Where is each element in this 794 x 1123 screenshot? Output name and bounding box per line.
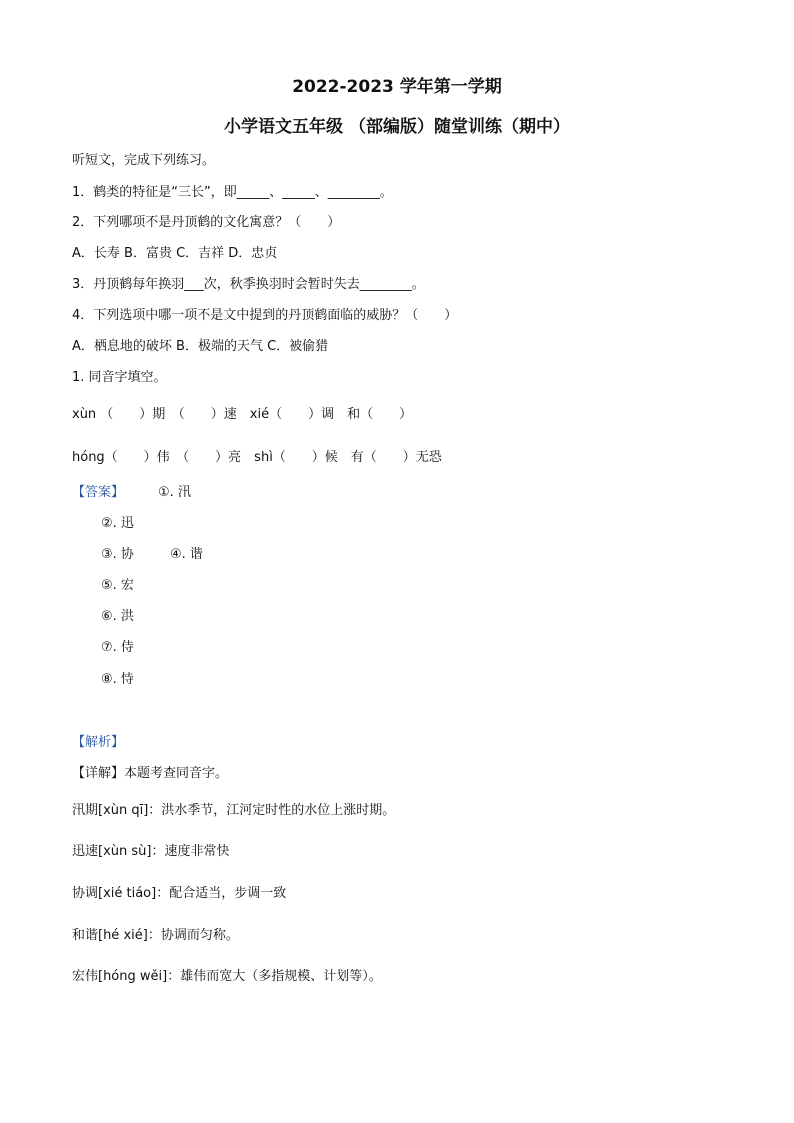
detail-text: 【详解】本题考查同音字。 <box>72 766 229 781</box>
question-4-options: A．栖息地的破坏 B．极端的天气 C．被偷猎 <box>72 339 329 354</box>
instruction-text: 听短文，完成下列练习。 <box>72 153 216 168</box>
title-course: 小学语文五年级 （部编版）随堂训练（期中） <box>224 117 570 137</box>
question-4: 4．下列选项中哪一项不是文中提到的丹顶鹤面临的威胁？（ ） <box>72 308 458 323</box>
answer-item: ④. 谐 <box>170 547 203 562</box>
answer-item: ③. 协 <box>101 547 134 562</box>
pinyin-row-2: hóng（ ）伟 （ ）亮 shì（ ）候 有（ ）无恐 <box>72 450 442 465</box>
explanation-line: 汛期[xùn qī]：洪水季节，江河定时性的水位上涨时期。 <box>72 803 396 818</box>
question-3: 3．丹顶鹤每年换羽___次，秋季换羽时会暂时失去________。 <box>72 277 425 292</box>
question-2-options: A．长寿 B．富贵 C．吉祥 D．忠贞 <box>72 246 278 261</box>
explanation-line: 协调[xié tiáo]：配合适当，步调一致 <box>72 886 287 901</box>
answer-item: ⑤. 宏 <box>101 578 134 593</box>
answer-item: ⑥. 洪 <box>101 609 134 624</box>
title-year: 2022-2023 学年第一学期 <box>292 77 502 97</box>
analysis-label: 【解析】 <box>72 735 125 750</box>
explanation-line: 宏伟[hóng wěi]：雄伟而宽大（多指规模、计划等）。 <box>72 969 382 984</box>
question-2: 2．下列哪项不是丹顶鹤的文化寓意？（ ） <box>72 215 341 230</box>
answer-item: ⑧. 恃 <box>101 672 134 687</box>
question-homophone: 1. 同音字填空。 <box>72 370 167 385</box>
answer-item: ①. 汛 <box>158 485 191 500</box>
pinyin-row-1: xùn （ ）期 （ ）速 xié（ ）调 和（ ） <box>72 407 413 422</box>
answer-label: 【答案】 <box>72 485 125 500</box>
explanation-line: 和谐[hé xié]：协调而匀称。 <box>72 928 239 943</box>
explanation-line: 迅速[xùn sù]：速度非常快 <box>72 844 230 859</box>
answer-item: ⑦. 侍 <box>101 640 134 655</box>
answer-item: ②. 迅 <box>101 516 134 531</box>
question-1: 1．鹤类的特征是“三长”，即_____、_____、________。 <box>72 185 393 200</box>
